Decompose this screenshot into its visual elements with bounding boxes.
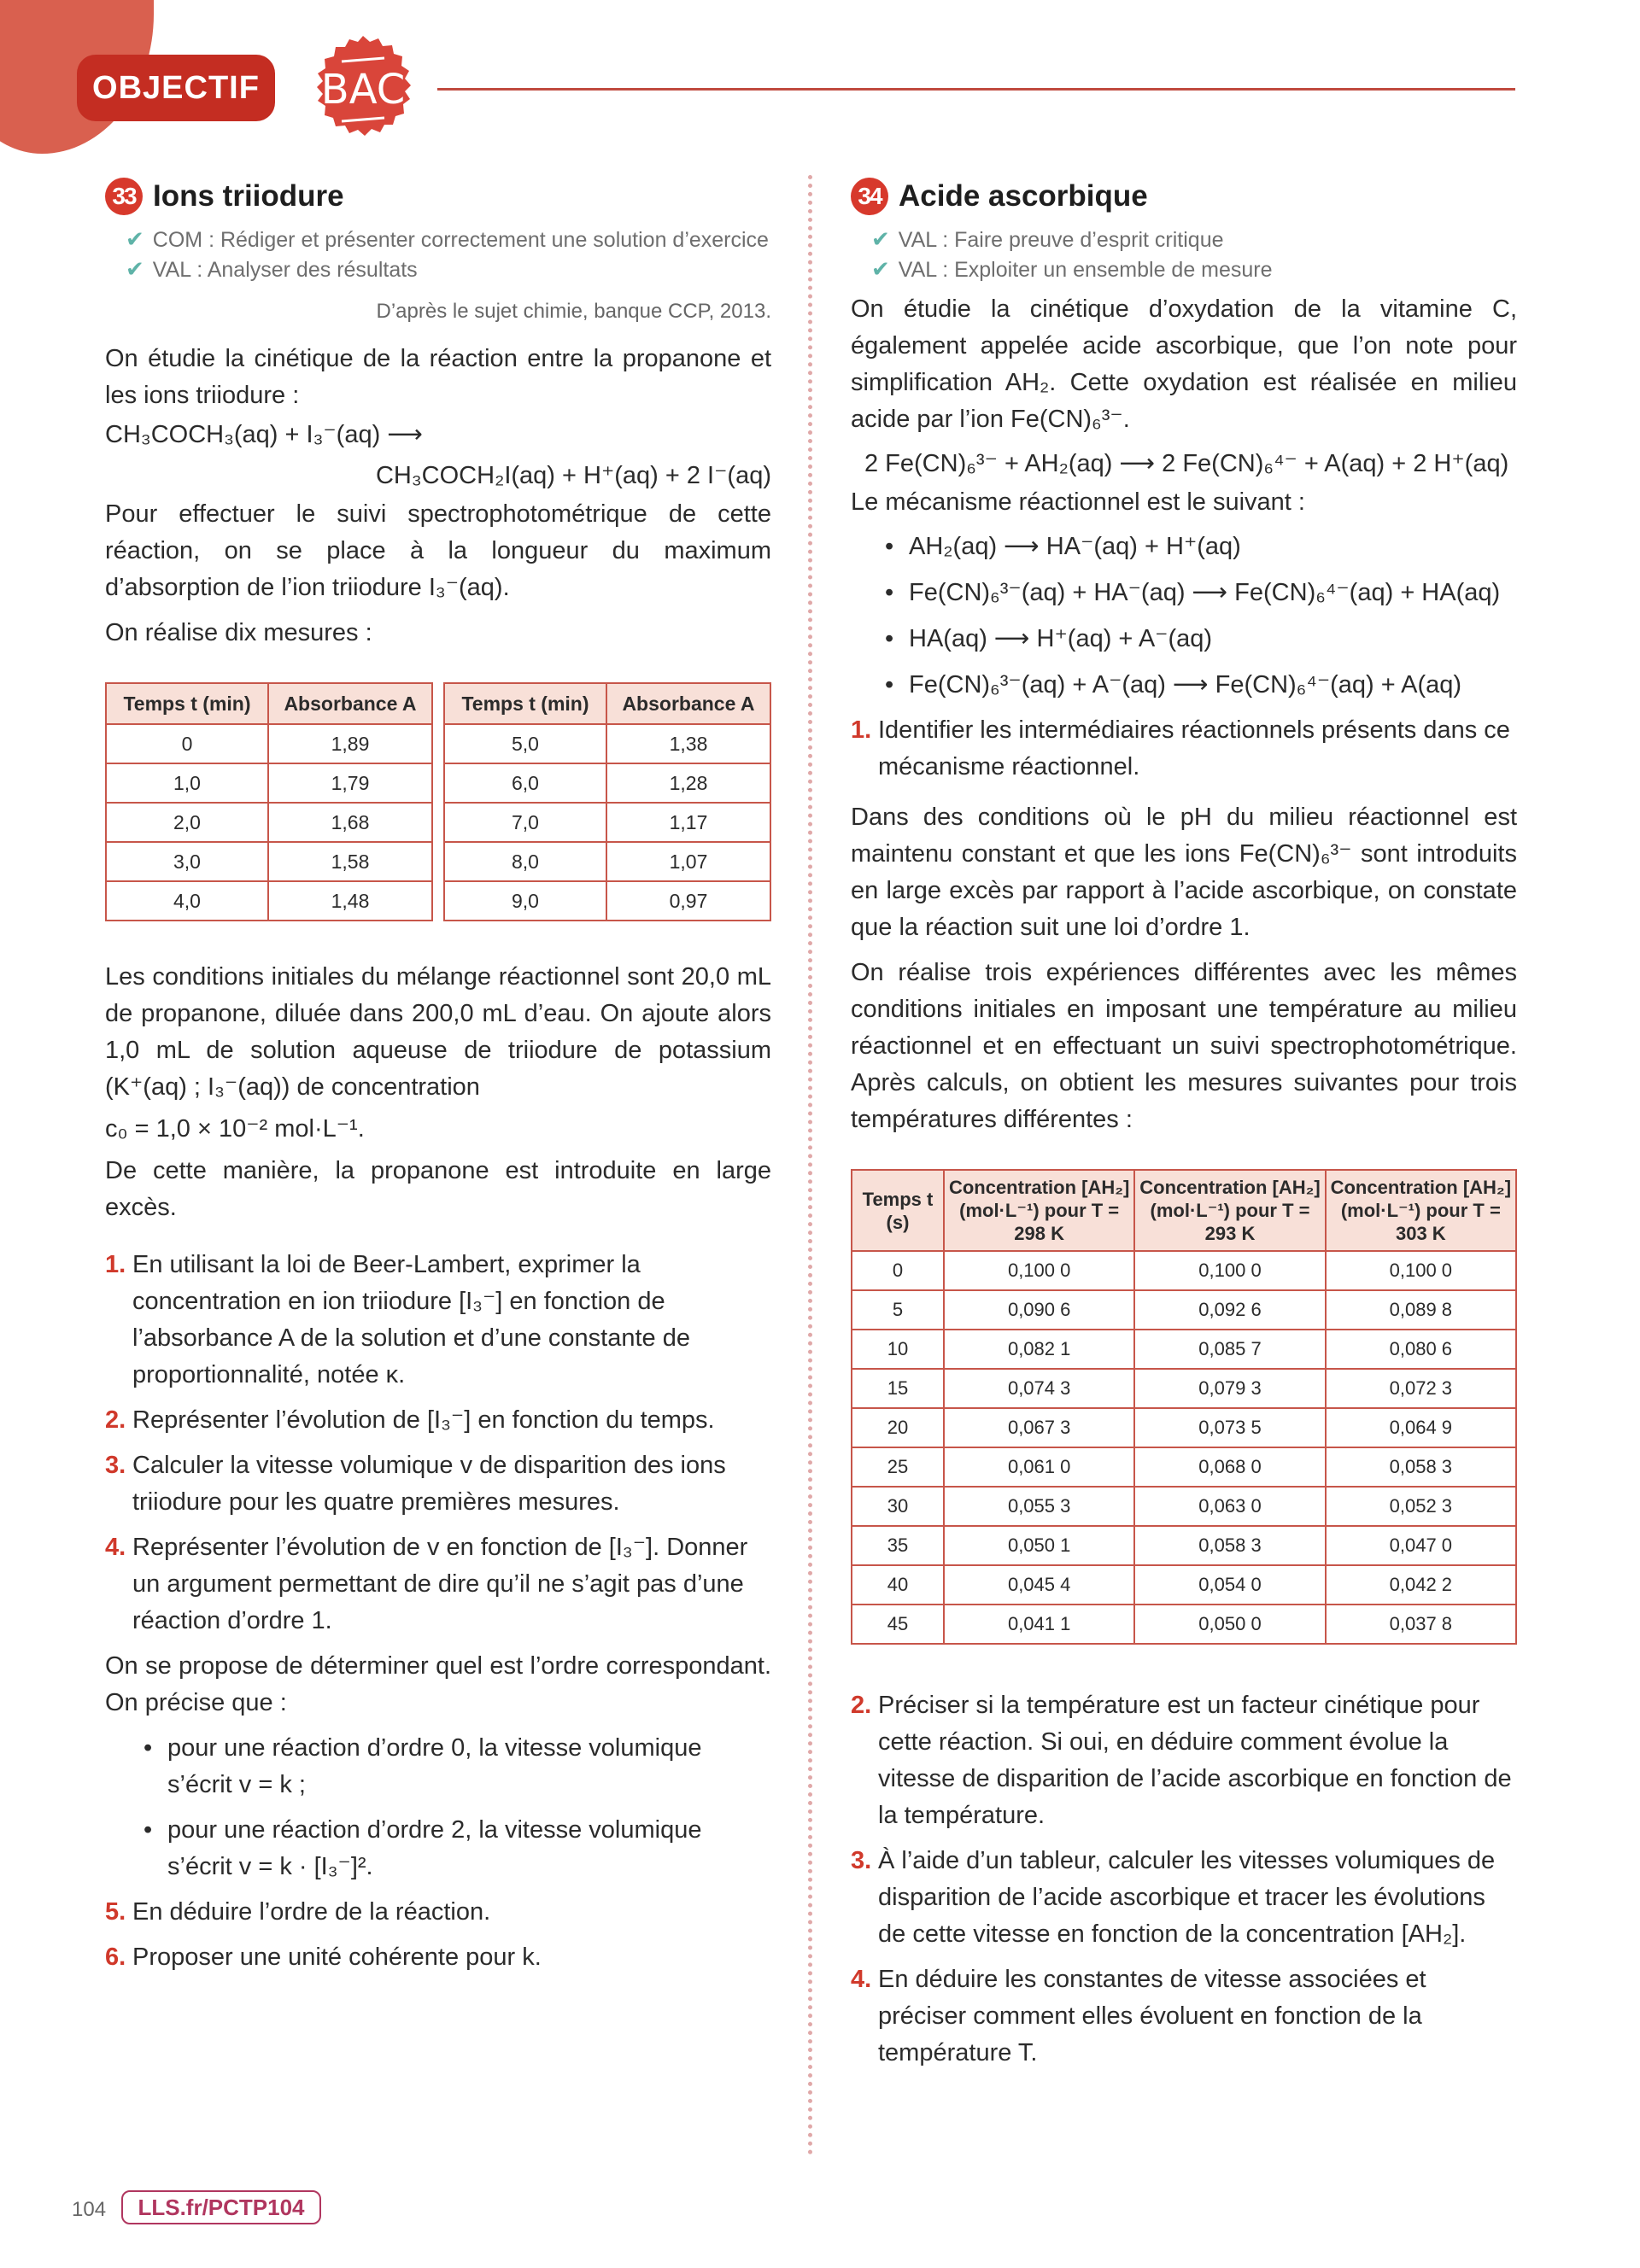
page-number: 104 [72, 2198, 107, 2221]
table-cell: 0,058 3 [1326, 1447, 1516, 1487]
objectif-badge [77, 55, 275, 121]
exercise-34-header [851, 175, 1517, 218]
table-cell: 0 [106, 724, 268, 763]
table-row [852, 1290, 1516, 1330]
table-cell: 1,17 [606, 803, 770, 842]
absorbance-table-right [443, 682, 771, 921]
table-cell: 0,092 6 [1134, 1290, 1325, 1330]
table-header-cell: Temps t (min) [106, 683, 268, 724]
table-cell: 40 [852, 1565, 944, 1605]
table-cell: 7,0 [444, 803, 606, 842]
skill-item: ✔ VAL : Faire preuve d’esprit critique [871, 226, 1224, 252]
equation-line-2: CH₃COCH₂I(aq) + H⁺(aq) + 2 I⁻(aq) [375, 462, 771, 489]
table-cell: 0,045 4 [944, 1565, 1134, 1605]
exercise-33 [105, 175, 771, 1976]
table-cell: 15 [852, 1369, 944, 1408]
exercise-title: Acide ascorbique [899, 179, 1148, 213]
table-cell: 0,079 3 [1134, 1369, 1325, 1408]
table-header-cell: Absorbance A [268, 683, 432, 724]
concentration-table [851, 1169, 1517, 1645]
table-row [106, 803, 432, 842]
table-cell: 0,100 0 [1326, 1251, 1516, 1290]
exercise-number-badge: 33 [105, 178, 143, 215]
skills-list [871, 225, 1517, 284]
table-cell: 0,085 7 [1134, 1330, 1325, 1369]
objectif-label: OBJECTIF [92, 69, 260, 106]
table-row [852, 1251, 1516, 1290]
question-3: 3. Calculer la vitesse volumique v de disparition des ions triiodure pour les quatre premières mesures. [105, 1452, 726, 1516]
check-icon: ✔ [871, 226, 890, 252]
table-cell: 0,055 3 [944, 1487, 1134, 1526]
question-4: 4. En déduire les constantes de vitesse associées et préciser comment elles évoluent en fonction de la température T. [851, 1966, 1426, 2066]
skill-item: ✔ COM : Rédiger et présenter correctement une solution d’exercice [126, 226, 769, 252]
table-row [852, 1526, 1516, 1565]
intro-paragraph: On étudie la cinétique d’oxydation de la vitamine C, également appelée acide ascorbique, que l’on note pour simplification AH₂. Cette oxydation est réalisée en milieu acide par l’ion Fe(CN)₆³⁻. [851, 295, 1517, 433]
table-row [444, 881, 770, 921]
table-cell: 3,0 [106, 842, 268, 881]
table-cell: 6,0 [444, 763, 606, 803]
table-cell: 0,050 1 [944, 1526, 1134, 1565]
table-header-cell: Absorbance A [606, 683, 770, 724]
check-icon: ✔ [126, 226, 144, 252]
check-icon: ✔ [126, 256, 144, 282]
table-cell: 0,082 1 [944, 1330, 1134, 1369]
table-cell: 30 [852, 1487, 944, 1526]
table-cell: 0,97 [606, 881, 770, 921]
absorbance-table-left [105, 682, 433, 921]
bac-label: BAC [320, 66, 406, 114]
skills-list [126, 225, 771, 284]
table-row [106, 881, 432, 921]
mechanism-step: • HA(aq) ⟶ H⁺(aq) + A⁻(aq) [885, 625, 1213, 652]
table-cell: 0,089 8 [1326, 1290, 1516, 1330]
table-cell: 1,48 [268, 881, 432, 921]
lls-link[interactable]: LLS.fr/PCTP104 [121, 2190, 321, 2224]
table-cell: 1,07 [606, 842, 770, 881]
table-row [852, 1605, 1516, 1644]
table-row [852, 1565, 1516, 1605]
absorbance-tables [105, 682, 771, 921]
order-bullets [144, 1730, 771, 1885]
exercise-number-badge: 34 [851, 178, 888, 215]
table-cell: 0,037 8 [1326, 1605, 1516, 1644]
table-cell: 5,0 [444, 724, 606, 763]
conditions-paragraph: Les conditions initiales du mélange réactionnel sont 20,0 mL de propanone, diluée dans 200,0 mL d’eau. On ajoute alors 1,0 mL de solution aqueuse de triiodure de potassium (K⁺(aq) ; I₃⁻(aq)) de concentration [105, 963, 771, 1101]
table-cell: 1,89 [268, 724, 432, 763]
table-cell: 10 [852, 1330, 944, 1369]
equation-line-1: CH₃COCH₃(aq) + I₃⁻(aq) ⟶ [105, 421, 423, 448]
check-icon: ✔ [871, 256, 890, 282]
table-cell: 35 [852, 1526, 944, 1565]
table-header-cell: Temps t (s) [852, 1170, 944, 1251]
exercise-33-header [105, 175, 771, 218]
table-cell: 0,074 3 [944, 1369, 1134, 1408]
table-cell: 1,38 [606, 724, 770, 763]
c0-paragraph: c₀ = 1,0 × 10⁻² mol·L⁻¹. [105, 1115, 365, 1143]
table-cell: 1,68 [268, 803, 432, 842]
mechanism-step: • AH₂(aq) ⟶ HA⁻(aq) + H⁺(aq) [885, 533, 1241, 560]
table-cell: 1,0 [106, 763, 268, 803]
column-divider [808, 175, 812, 2156]
table-header-cell: Temps t (min) [444, 683, 606, 724]
bullet-item: • pour une réaction d’ordre 0, la vitesse volumique s’écrit v = k ; [144, 1734, 702, 1798]
table-cell: 0,073 5 [1134, 1408, 1325, 1447]
table-cell: 4,0 [106, 881, 268, 921]
table-cell: 2,0 [106, 803, 268, 842]
table-cell: 5 [852, 1290, 944, 1330]
question-2: 2. Représenter l’évolution de [I₃⁻] en fonction du temps. [105, 1406, 715, 1434]
table-cell: 0,100 0 [944, 1251, 1134, 1290]
table-row [852, 1487, 1516, 1526]
ph-paragraph: Dans des conditions où le pH du milieu réactionnel est maintenu constant et que les ions Fe(CN)₆³⁻ sont introduits en large excès par rapport à l’acide ascorbique, on constate que la réaction suit une loi d’ordre 1. [851, 804, 1517, 941]
table-row [852, 1447, 1516, 1487]
skill-item: ✔ VAL : Exploiter un ensemble de mesure [871, 256, 1273, 282]
table-row [444, 842, 770, 881]
source-citation: D’après le sujet chimie, banque CCP, 2013. [376, 300, 771, 323]
exces-paragraph: De cette manière, la propanone est introduite en large excès. [105, 1157, 771, 1221]
ordre-paragraph: On se propose de déterminer quel est l’ordre correspondant. On précise que : [105, 1652, 771, 1716]
table-cell: 0,068 0 [1134, 1447, 1325, 1487]
table-cell: 0,054 0 [1134, 1565, 1325, 1605]
exercise-title: Ions triiodure [153, 179, 344, 213]
question-4: 4. Représenter l’évolution de v en fonction de [I₃⁻]. Donner un argument permettant de dire qu’il ne s’agit pas d’une réaction d’ordre 1. [105, 1534, 748, 1634]
table-cell: 8,0 [444, 842, 606, 881]
table-row [444, 763, 770, 803]
header-rule [437, 88, 1515, 91]
intro-paragraph: On étudie la cinétique de la réaction entre la propanone et les ions triiodure : [105, 345, 771, 409]
table-cell: 0,058 3 [1134, 1526, 1325, 1565]
table-row [106, 724, 432, 763]
table-row [444, 724, 770, 763]
mesures-paragraph: On réalise dix mesures : [105, 619, 372, 646]
table-row [852, 1408, 1516, 1447]
table-cell: 0,061 0 [944, 1447, 1134, 1487]
global-equation: 2 Fe(CN)₆³⁻ + AH₂(aq) ⟶ 2 Fe(CN)₆⁴⁻ + A(aq) + 2 H⁺(aq) [864, 450, 1509, 477]
table-cell: 0,090 6 [944, 1290, 1134, 1330]
mechanism-intro: Le mécanisme réactionnel est le suivant : [851, 488, 1305, 516]
table-header-cell: Concentration [AH₂] (mol·L⁻¹) pour T = 298 K [944, 1170, 1134, 1251]
bullet-item: • pour une réaction d’ordre 2, la vitesse volumique s’écrit v = k · [I₃⁻]². [144, 1816, 702, 1880]
table-header-cell: Concentration [AH₂] (mol·L⁻¹) pour T = 303 K [1326, 1170, 1516, 1251]
question-1: 1. En utilisant la loi de Beer-Lambert, exprimer la concentration en ion triiodure [I₃⁻] en fonction de l’absorbance A de la solution et d’une constante de proportionnalité, notée κ. [105, 1251, 690, 1388]
table-row [444, 803, 770, 842]
table-cell: 45 [852, 1605, 944, 1644]
exercise-34 [851, 175, 1517, 2072]
table-row [852, 1330, 1516, 1369]
table-cell: 0,067 3 [944, 1408, 1134, 1447]
mechanism-step: • Fe(CN)₆³⁻(aq) + HA⁻(aq) ⟶ Fe(CN)₆⁴⁻(aq) + HA(aq) [885, 579, 1501, 606]
table-cell: 1,28 [606, 763, 770, 803]
table-cell: 0,072 3 [1326, 1369, 1516, 1408]
table-row [106, 763, 432, 803]
table-header-cell: Concentration [AH₂] (mol·L⁻¹) pour T = 293 K [1134, 1170, 1325, 1251]
table-cell: 20 [852, 1408, 944, 1447]
table-cell: 0,050 0 [1134, 1605, 1325, 1644]
question-1: 1. Identifier les intermédiaires réactionnels présents dans ce mécanisme réactionnel. [851, 716, 1510, 780]
question-3: 3. À l’aide d’un tableur, calculer les vitesses volumiques de disparition de l’acide ascorbique et tracer les évolutions de cette vitesse en fonction de la concentration [AH₂]. [851, 1847, 1496, 1948]
mechanism-step: • Fe(CN)₆³⁻(aq) + A⁻(aq) ⟶ Fe(CN)₆⁴⁻(aq) + A(aq) [885, 671, 1462, 699]
table-cell: 25 [852, 1447, 944, 1487]
table-cell: 1,58 [268, 842, 432, 881]
table-row [852, 1369, 1516, 1408]
mechanism-list [885, 528, 1517, 704]
skill-item: ✔ VAL : Analyser des résultats [126, 256, 418, 282]
question-6: 6. Proposer une unité cohérente pour k. [105, 1944, 542, 1971]
table-cell: 0,041 1 [944, 1605, 1134, 1644]
table-cell: 0 [852, 1251, 944, 1290]
question-5: 5. En déduire l’ordre de la réaction. [105, 1898, 491, 1926]
bac-seal-icon [308, 34, 419, 145]
table-cell: 0,064 9 [1326, 1408, 1516, 1447]
table-cell: 0,052 3 [1326, 1487, 1516, 1526]
table-cell: 0,063 0 [1134, 1487, 1325, 1526]
table-cell: 0,042 2 [1326, 1565, 1516, 1605]
table-cell: 9,0 [444, 881, 606, 921]
table-cell: 0,047 0 [1326, 1526, 1516, 1565]
table-cell: 1,79 [268, 763, 432, 803]
question-2: 2. Préciser si la température est un facteur cinétique pour cette réaction. Si oui, en déduire comment évolue la vitesse de disparition de l’acide ascorbique en fonction de la température. [851, 1692, 1512, 1829]
table-cell: 0,080 6 [1326, 1330, 1516, 1369]
suivi-paragraph: Pour effectuer le suivi spectrophotométrique de cette réaction, on se place à la longueur du maximum d’absorption de l’ion triiodure I₃⁻(aq). [105, 500, 771, 601]
table-row [106, 842, 432, 881]
table-cell: 0,100 0 [1134, 1251, 1325, 1290]
experiences-paragraph: On réalise trois expériences différentes avec les mêmes conditions initiales en imposant une température au milieu réactionnel et en effectuant un suivi spectrophotométrique. Après calculs, on obtient les mesures suivantes pour trois températures différentes : [851, 959, 1517, 1133]
